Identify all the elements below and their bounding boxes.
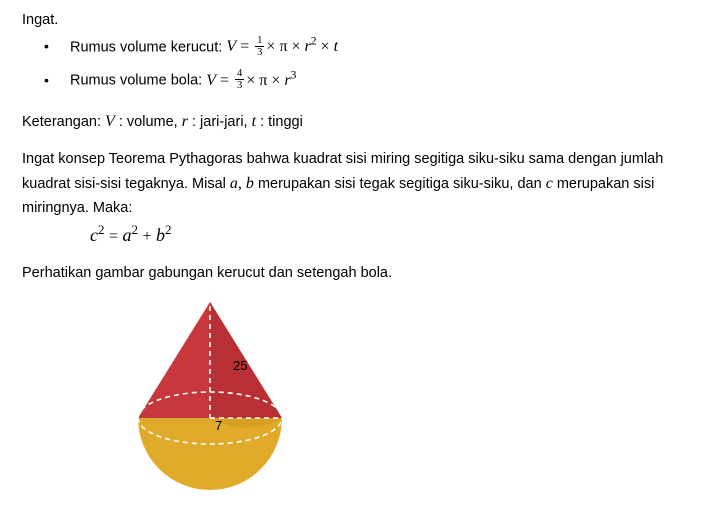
pythagoras-formula: $c^2 = a^2 + b^2$ [90, 222, 172, 245]
slant-height-label: 25 [233, 358, 248, 373]
sphere-volume-formula: V = $\frac{4}{3}$ × $\pi \times r^3$ [206, 68, 297, 92]
cone-volume-text [70, 36, 338, 59]
perhatikan-line: Perhatikan gambar gabungan kerucut dan setengah bola. [22, 265, 393, 281]
v-description: : volume, [114, 114, 182, 130]
bullet-icon: • [44, 38, 49, 55]
keterangan-label: Keterangan: [22, 114, 106, 130]
symbol-r: r [181, 113, 188, 130]
symbol-t: t [251, 113, 257, 130]
r-description: : jari-jari, [187, 114, 252, 130]
symbol-c: c [545, 175, 553, 193]
sphere-volume-text [70, 69, 296, 92]
keterangan-line [22, 110, 303, 133]
pythagoras-paragraph [22, 148, 714, 221]
symbols-ab: a, b [229, 175, 254, 193]
radius-label: 7 [215, 418, 223, 433]
list-item-cone-volume [22, 36, 338, 59]
intro-label: Ingat. [22, 12, 59, 28]
pythagoras-part-1: Ingat konsep Teorema Pythagoras bahwa kuadrat sisi miring segitiga siku-siku sama dengan jumlah kuadrat sisi-sisi tegaknya. Misal [22, 151, 664, 193]
bullet-icon: • [44, 71, 49, 88]
hemisphere-shape [138, 418, 282, 490]
list-item-sphere-volume [22, 69, 338, 92]
t-description: : tinggi [256, 114, 303, 130]
cone-hemisphere-figure [120, 300, 380, 500]
cone-volume-formula: V = $\frac{1}{3}$ × $\pi \times r^2 \times t$ [226, 35, 339, 59]
figure-svg [120, 300, 380, 500]
pythagoras-part-2: merupakan sisi tegak segitiga siku-siku, dan [253, 176, 546, 193]
symbol-v: V [105, 113, 115, 130]
sphere-volume-label: Rumus volume bola: [70, 72, 207, 89]
pythagoras-part-3: merupakan sisi miringnya. Maka: [22, 176, 655, 217]
formula-bullet-list [22, 36, 338, 102]
cone-volume-label: Rumus volume kerucut: [70, 39, 227, 56]
